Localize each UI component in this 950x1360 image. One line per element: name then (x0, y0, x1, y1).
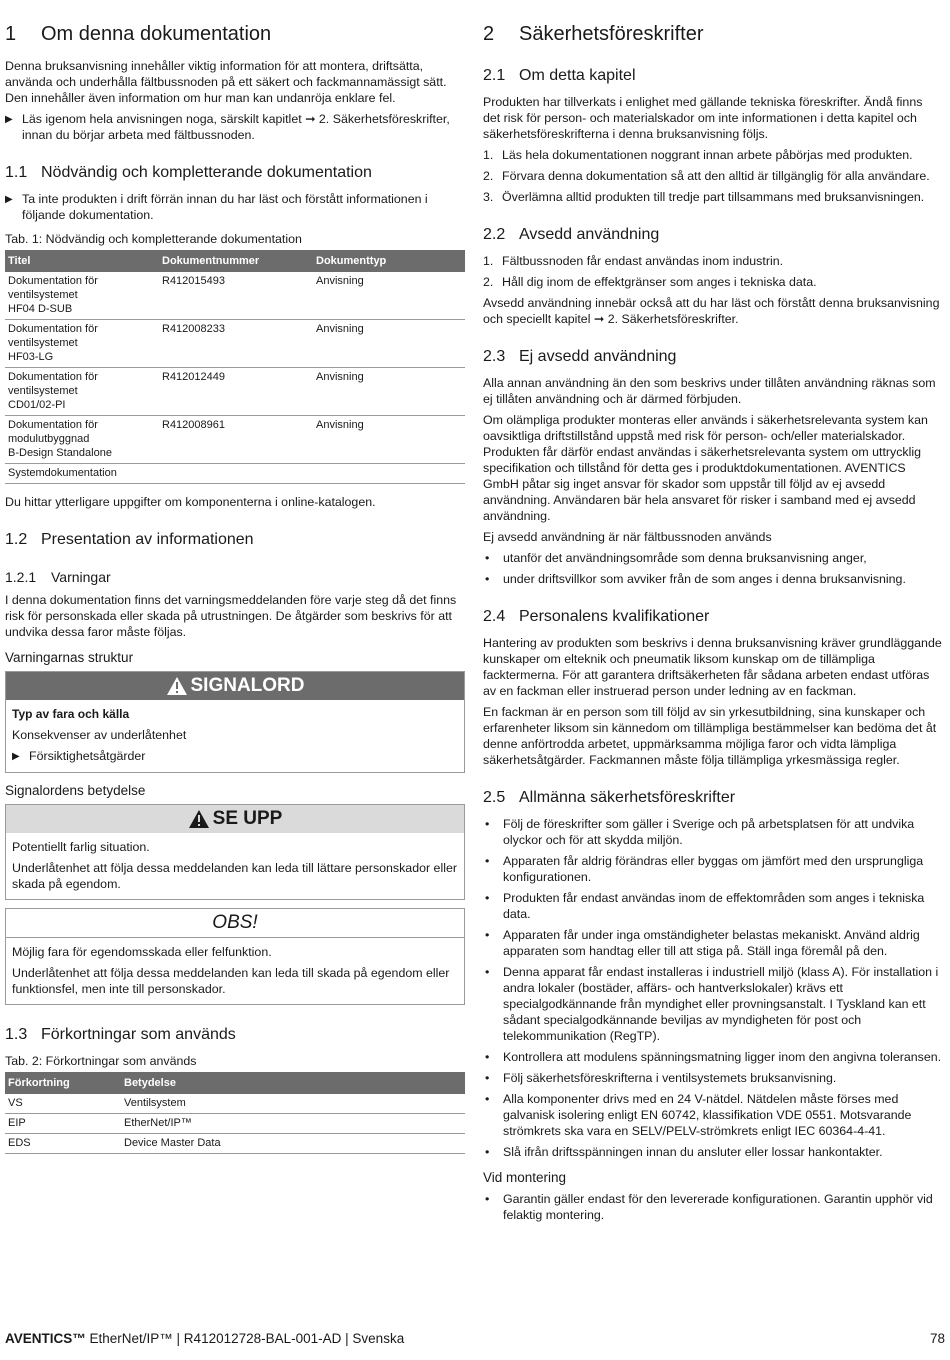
table-row: Dokumentation för modulutbyggnad B-Design Standalone R412008961 Anvisning (5, 416, 465, 464)
triangle-bullet-icon: ▶ (12, 751, 20, 762)
list-item: 2. Håll dig inom de effektgränser som anges i tekniska data. (483, 275, 817, 289)
bullet-icon: • (485, 1071, 490, 1085)
hazard-type: Typ av fara och källa (12, 707, 130, 721)
column-header: Betydelse (121, 1072, 465, 1094)
column-header: Dokumenttyp (313, 250, 465, 272)
bullet-icon: • (485, 891, 490, 905)
list-item: • Garantin gäller endast för den levererade konfigurationen. Garantin upphör vid felaktig montering. (485, 1192, 933, 1222)
column-header: Förkortning (5, 1072, 121, 1094)
bullet-icon: • (485, 1192, 490, 1206)
list-item: • Apparaten får under inga omständigheter belastas mekaniskt. Använd aldrig apparaten som handtag eller till att stiga på. Ställ inga föremål på den. (485, 928, 920, 958)
list-item: • Alla komponenter drivs med en 24 V-nätdel. Nätdelen måste förses med galvanisk isolering enligt EN 60742, klassifikation VDE 0551. Motsvarande strömkrets ska vara en SELV/PELV-strömkrets enligt IEC 60364-4-41. (485, 1092, 912, 1138)
section-1-heading: 1 Om denna dokumentation (5, 23, 272, 45)
footer-brand: AVENTICS™ (5, 1331, 86, 1346)
list-item: 1. Läs hela dokumentationen noggrant innan arbete påbörjas med produkten. (483, 148, 913, 162)
warnings-paragraph: I denna dokumentation finns det varningsmeddelanden före varje steg då det finns risk för personskada eller skada på utrustningen. De åtgärder som beskrivs för att undvika dessa faror måste följas. (5, 593, 457, 639)
bullet-icon: • (485, 928, 490, 942)
table-2-caption: Tab. 2: Förkortningar som används (5, 1054, 197, 1068)
section-2-5-heading: 2.5 Allmänna säkerhetsföreskrifter (483, 789, 736, 806)
table-row: EIP EtherNet/IP™ (5, 1114, 465, 1134)
section-1-2-heading: 1.2 Presentation av informationen (5, 531, 254, 548)
section-2-4-heading: 2.4 Personalens kvalifikationer (483, 608, 710, 625)
list-item: • Följ de föreskrifter som gäller i Sverige och på arbetsplatsen för att undvika olyckor och för att skydda miljön. (485, 817, 915, 847)
list-item: 1. Fältbussnoden får endast användas inom industrin. (483, 254, 784, 268)
list-item: • under driftsvillkor som avviker från de som anges i denna bruksanvisning. (485, 572, 906, 586)
bullet-icon: • (485, 1050, 490, 1064)
page-footer (5, 1331, 945, 1346)
table-row: VS Ventilsystem (5, 1094, 465, 1114)
table-row: EDS Device Master Data (5, 1134, 465, 1154)
list-item: 2. Förvara denna dokumentation så att den alltid är tillgänglig för alla användare. (483, 169, 930, 183)
triangle-bullet-icon: ▶ (5, 114, 13, 125)
list-item: • Slå ifrån driftsspänningen innan du ansluter eller lossar hankontakter. (485, 1145, 883, 1159)
table-1-caption: Tab. 1: Nödvändig och kompletterande dokumentation (5, 232, 302, 246)
consequence-text: Konsekvenser av underlåtenhet (12, 728, 187, 742)
right-column: 2 Säkerhetsföreskrifter 2.1 Om detta kapitel Produkten har tillverkats i enlighet med gällande tekniska föreskrifter. Ändå finns det risk för person- och materialskador om inte informationen i detta kapitel och säkerhetsföreskrifterna i denna bruksanvisning följs. 1. Läs hela dokumentationen noggrant innan arbete påbörjas med produkten. 2. Förvara denna dokumentation så att den alltid är tillgänglig för alla användare. 3. Överlämna alltid produkten till tredje part tillsammans med bruksanvisningen. 2.2 Avsedd användning 1. Fältbussnoden får endast användas inom industrin. 2. Håll dig inom de effektgränser som anges i tekniska data. Avsedd användning innebär också att du har läst och förstått denna bruksanvisning och speciellt kapitel ➞ 2. Säkerhetsföreskrifter. 2.3 Ej avsedd användning Alla annan användning än den som beskrivs under tillåten användning räknas som ej tillåten användning och är därmed förbjuden. Om olämpliga produkter monteras eller används i säkerhetsrelevanta system kan oavsiktliga driftstillstånd uppstå med risk för person- och/eller materialskador. Produkten får därför endast användas i säkerhetsrelevanta system om uttrycklig specifikation och tillstånd för detta ges i produktdokumentationen. AVENTICS GmbH påtar sig inget ansvar för skador som uppstår till följd av ej avsedd användning. Användaren bär hela ansvaret för risker i samband med ej avsedd användning. Ej avsedd användning är när fältbussnoden används • utanför det användningsområde som denna bruksanvisning anger, • under driftsvillkor som avviker från de som anges i denna bruksanvisning. 2.4 Personalens kvalifikationer Hantering av produkten som beskrivs i denna bruksanvisning kräver grundläggande kunskaper om elteknik och pneumatik liksom kunskap om de tillämpliga facktermerna. För att garantera driftsäkerheten får sådana arbeten endast utföras av en fackman eller instruerad person under ledning av en fackman. En fackman är en person som till följd av sin yrkesutbildning, sina kunskaper och erfarenheter liksom sin kännedom om tillämpliga bestämmelser kan bedöma det åt denne anförtrodda arbetet, uppmärksamma möjliga faror och vidta lämpliga säkerhetsåtgärder. Fackmannen måste följa tillämpliga yrkesmässiga regler. 2.5 Allmänna säkerhetsföreskrifter • Följ de föreskrifter som gäller i Sverige och på arbetsplatsen för att undvika olyckor och för att skydda miljön. • Apparaten får aldrig förändras eller byggas om jämfört med den ursprungliga konfigurationen. • Produkten får endast användas inom de effektområden som anges i tekniska data. • Apparaten får under inga omständigheter belastas mekaniskt. Använd aldrig apparaten som handtag eller till att stiga på. Ställ inga föremål på den. • Denna apparat får endast installeras i industriell miljö (klass A). För installation i andra lokaler (bostäder, affärs- och hantverkslokaler) krävs ett specialgodkännande från myndighet eller provningsanstalt. I Tyskland kan ett sådant specialgodkännande beviljas av myndigheten för post och telekommunikation (RegTP). • Kontrollera att modulens spänningsmatning ligger inom den angivna toleransen. • Följ säkerhetsföreskrifterna i ventilsystemets bruksanvisning. • Alla komponenter drivs med en 24 V-nätdel. Nätdelen måste förses med galvanisk isolering enligt EN 60742, klassifikation VDE 0551. Motsvarande strömkrets ska vara en SELV/PELV-strömkrets enligt IEC 60364-4-41. • Slå ifrån driftsspänningen innan du ansluter eller lossar hankontakter. Vid montering • Garantin gäller endast för den levererade konfigurationen. Garantin upphör vid felaktig montering. (483, 23, 942, 1222)
warning-structure-title: Varningarnas struktur (5, 650, 134, 665)
bullet-icon: • (485, 817, 490, 831)
table-row: Dokumentation för ventilsystemet HF04 D-SUB R412015493 Anvisning (5, 272, 465, 320)
list-item: • Produkten får endast användas inom de effektområden som anges i tekniska data. (485, 891, 925, 921)
list-item: • Denna apparat får endast installeras i industriell miljö (klass A). För installation i andra lokaler (bostäder, affärs- och hantverkslokaler) krävs ett specialgodkännande från myndighet eller provningsanstalt. I Tyskland kan ett sådant specialgodkännande beviljas av myndigheten för post och telekommunikation (RegTP). (485, 965, 939, 1043)
table-row: Systemdokumentation (5, 464, 465, 484)
signalword-meaning-title: Signalordens betydelse (5, 783, 146, 798)
section-2-3-heading: 2.3 Ej avsedd användning (483, 348, 677, 365)
column-header: Titel (5, 250, 159, 272)
warning-triangle-icon (166, 676, 188, 696)
instruction-step: ▶ Ta inte produkten i drift förrän innan du har läst och förstått informationen i följande dokumentation. (5, 192, 428, 222)
documentation-table (5, 250, 465, 484)
bullet-icon: • (485, 551, 490, 565)
list-item: • Kontrollera att modulens spänningsmatning ligger inom den angivna toleransen. (485, 1050, 942, 1064)
bullet-icon: • (485, 1092, 490, 1106)
left-column (5, 18, 465, 1154)
section-1-1-heading: 1.1 Nödvändig och kompletterande dokumentation (5, 164, 372, 181)
signalword-box: SIGNALORD Typ av fara och källa Konsekvenser av underlåtenhet ▶ Försiktighetsåtgärder (5, 671, 465, 773)
footer-document-info: EtherNet/IP™ | R412012728-BAL-001-AD | Svenska (85, 1331, 405, 1346)
bullet-icon: • (485, 965, 490, 979)
triangle-bullet-icon: ▶ (5, 194, 13, 205)
section-1-2-1-heading: 1.2.1 Varningar (5, 569, 111, 585)
section-1-intro: Denna bruksanvisning innehåller viktig information för att montera, driftsätta, använda och underhålla fältbussnoden på ett säkert och fackmannamässigt sätt. Den innehåller även information om hur man kan undanröja enklare fel. (5, 59, 447, 105)
bullet-icon: • (485, 854, 490, 868)
section-2-1-heading: 2.1 Om detta kapitel (483, 67, 636, 84)
table-row: Dokumentation för ventilsystemet CD01/02-PI R412012449 Anvisning (5, 368, 465, 416)
table-row: Dokumentation för ventilsystemet HF03-LG R412008233 Anvisning (5, 320, 465, 368)
catalog-note: Du hittar ytterligare uppgifter om komponenterna i online-katalogen. (5, 495, 376, 509)
section-1-3-heading: 1.3 Förkortningar som används (5, 1026, 236, 1043)
instruction-step: ▶ Läs igenom hela anvisningen noga, särskilt kapitlet ➞ 2. Säkerhetsföreskrifter, innan du börjar arbeta med fältbussnoden. (5, 112, 450, 142)
se-upp-box: SE UPP Potentiellt farlig situation. Underlåtenhet att följa dessa meddelanden kan leda till lättare personskador eller skada på egendom. (5, 804, 465, 900)
mounting-subheading: Vid montering (483, 1170, 567, 1185)
section-2-heading: 2 Säkerhetsföreskrifter (483, 23, 704, 45)
abbreviations-table (5, 1072, 465, 1154)
list-item: • utanför det användningsområde som denna bruksanvisning anger, (485, 551, 867, 565)
page-number: 78 (929, 1331, 945, 1346)
bullet-icon: • (485, 572, 490, 586)
list-item: • Apparaten får aldrig förändras eller byggas om jämfört med den ursprungliga konfigurationen. (485, 854, 924, 884)
list-item: • Följ säkerhetsföreskrifterna i ventilsystemets bruksanvisning. (485, 1071, 837, 1085)
column-header: Dokumentnummer (159, 250, 313, 272)
section-2-2-heading: 2.2 Avsedd användning (483, 226, 660, 243)
list-item: 3. Överlämna alltid produkten till tredje part tillsammans med bruksanvisningen. (483, 190, 925, 204)
obs-box: OBS! Möjlig fara för egendomsskada eller felfunktion. Underlåtenhet att följa dessa meddelanden kan leda till skada på egendom eller funktionsfel, men inte till personskador. (5, 908, 465, 1005)
bullet-icon: • (485, 1145, 490, 1159)
warning-triangle-icon (188, 809, 210, 829)
